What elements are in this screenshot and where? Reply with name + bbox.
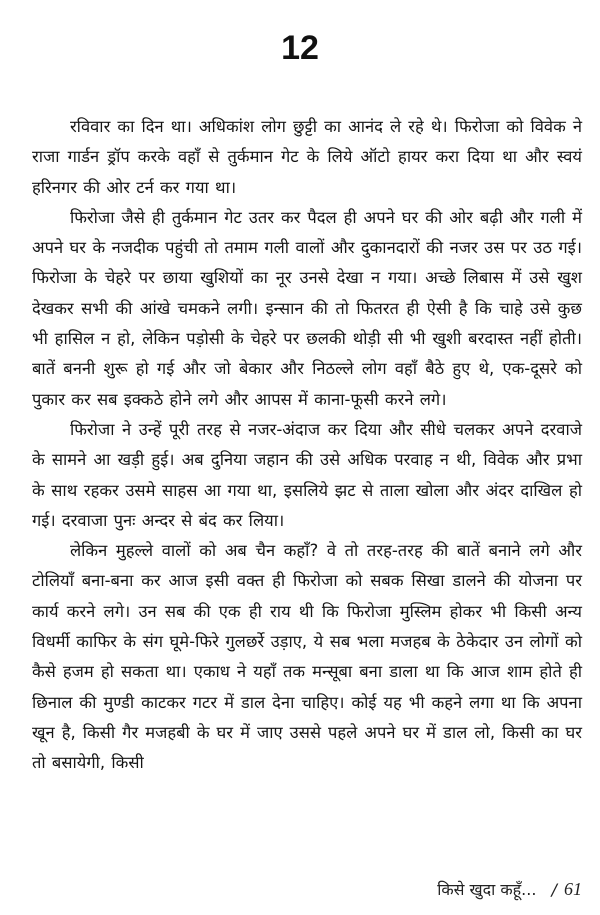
chapter-body <box>32 112 582 779</box>
running-footer <box>437 878 582 900</box>
footer-separator: / <box>551 880 557 899</box>
footer-book-title: किसे खुदा कहूँ... <box>437 880 537 899</box>
chapter-number: 12 <box>281 29 319 67</box>
page-number: 61 <box>564 879 582 899</box>
paragraph-2: फिरोजा जैसे ही तुर्कमान गेट उतर कर पैदल ही अपने घर की ओर बढ़ी और गली में अपने घर के नजदीक पहुंची तो तमाम गली वालों और दुकानदारों की नजर उस पर उठ गई। फिरोजा के चेहरे पर छाया खुशियों का नूर उनसे देखा न गया। अच्छे लिबास में उसे खुश देखकर सभी की आंखे चमकने लगी। इन्सान की तो फितरत ही ऐसी है कि चाहे उसे कुछ भी हासिल न हो, लेकिन पड़ोसी के चेहरे पर छलकी थोड़ी सी भी खुशी बरदास्त नहीं होती। बातें बननी शुरू हो गई और जो बेकार और निठल्ले लोग वहाँ बैठे हुए थे, एक-दूसरे को पुकार कर सब इक्कठे होने लगे और आपस में काना-फूसी करने लगे। <box>32 207 582 409</box>
paragraph-1: रविवार का दिन था। अधिकांश लोग छुट्टी का आनंद ले रहे थे। फिरोजा को विवेक ने राजा गार्डन ड्रॉप करके वहाँ से तुर्कमान गेट के लिये ऑटो हायर करा दिया था और स्वयं हरिनगर की ओर टर्न कर गया था। <box>32 117 582 197</box>
paragraph-4: लेकिन मुहल्ले वालों को अब चैन कहाँ? वे तो तरह-तरह की बातें बनाने लगे और टोलियाँ बना-बना कर आज इसी वक्त ही फिरोजा को सबक सिखा डालने की योजना पर कार्य करने लगे। उन सब की एक ही राय थी कि फिरोजा मुस्लिम होकर भी किसी अन्य विधर्मी काफिर के संग घूमे-फिरे गुलछर्रे उड़ाए, ये सब भला मजहब के ठेकेदार उन लोगों को कैसे हजम हो सकता था। एकाध ने यहाँ तक मन्सूबा बना डाला था कि आज शाम होते ही छिनाल की मुण्डी काटकर गटर में डाल देना चाहिए। कोई यह भी कहने लगा था कि अपना खून है, किसी गैर मजहबी के घर में जाए उससे पहले अपने घर में डाल लो, किसी का घर तो बसायेगी, किसी <box>32 541 582 773</box>
paragraph-3: फिरोजा ने उन्हें पूरी तरह से नजर-अंदाज कर दिया और सीधे चलकर अपने दरवाजे के सामने आ खड़ी हुई। अब दुनिया जहान की उसे अधिक परवाह न थी, विवेक और प्रभा के साथ रहकर उसमे साहस आ गया था, इसलिये झट से ताला खोला और अंदर दाखिल हो गई। दरवाजा पुनः अन्दर से बंद कर लिया। <box>32 419 582 530</box>
